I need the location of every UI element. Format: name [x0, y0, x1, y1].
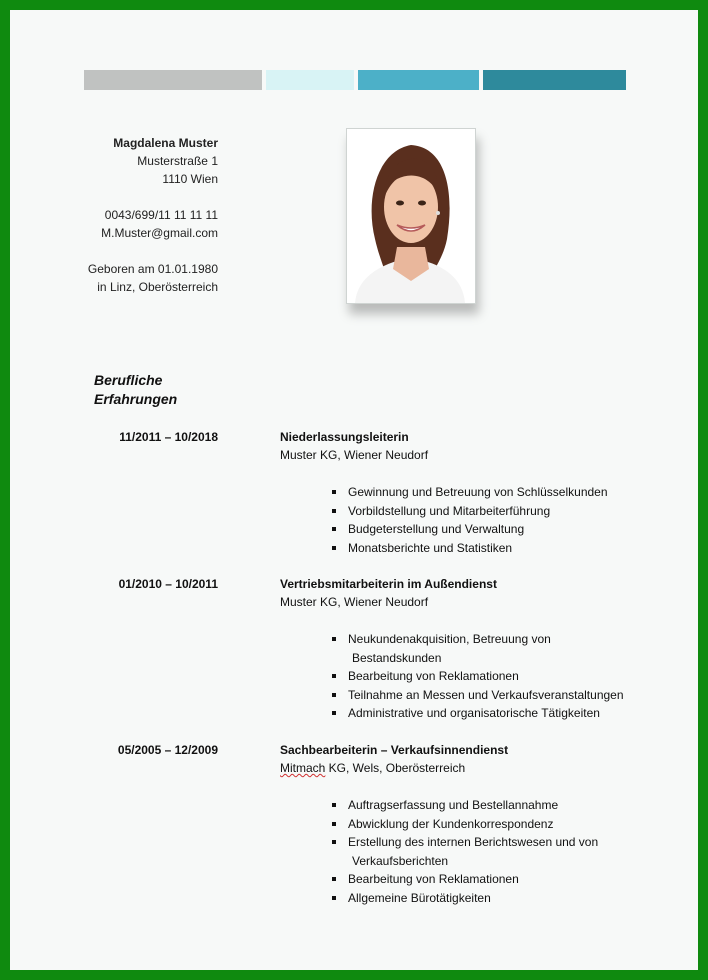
job-bullet-list	[332, 483, 608, 557]
job-company-location: KG, Wels, Oberösterreich	[325, 761, 466, 775]
job-title: Niederlassungsleiterin	[280, 430, 409, 444]
portrait-illustration	[347, 129, 475, 303]
job-title: Sachbearbeiterin – Verkaufsinnendienst	[280, 743, 509, 757]
list-item: Allgemeine Bürotätigkeiten	[332, 889, 598, 908]
contact-phone: 0043/699/11 11 11 11	[104, 208, 218, 222]
list-item-continuation: Verkaufsberichten	[352, 853, 449, 868]
job-date: 05/2005 – 12/2009	[117, 743, 218, 757]
header-bar-cyan	[358, 70, 479, 90]
portrait-photo	[346, 128, 476, 304]
contact-email: M.Muster@gmail.com	[101, 226, 218, 240]
contact-block	[88, 134, 218, 296]
section-heading	[94, 371, 177, 409]
list-item: Neukundenakquisition, Betreuung von	[332, 630, 624, 649]
list-item: Bearbeitung von Reklamationen	[332, 667, 624, 686]
header-bar-teal	[483, 70, 626, 90]
list-item: Auftragserfassung und Bestellannahme	[332, 796, 598, 815]
job-bullet-list	[332, 796, 598, 907]
contact-birth: Geboren am 01.01.1980	[87, 262, 218, 276]
job-company	[280, 761, 465, 775]
job-company: Muster KG, Wiener Neudorf	[280, 448, 429, 462]
job-date: 01/2010 – 10/2011	[118, 577, 218, 591]
job-company-name: Mitmach	[280, 761, 326, 775]
job-bullet-list	[332, 630, 624, 723]
list-item: Budgeterstellung und Verwaltung	[332, 520, 608, 539]
contact-street: Musterstraße 1	[137, 154, 218, 168]
job-title: Vertriebsmitarbeiterin im Außendienst	[280, 577, 497, 591]
list-item: Abwicklung der Kundenkorrespondenz	[332, 815, 598, 834]
list-item: Bearbeitung von Reklamationen	[332, 870, 598, 889]
contact-birthplace: in Linz, Oberösterreich	[97, 280, 218, 294]
list-item: Teilnahme an Messen und Verkaufsveranstaltungen	[332, 686, 624, 705]
list-item: Monatsberichte und Statistiken	[332, 539, 608, 558]
job-date: 11/2011 – 10/2018	[119, 430, 218, 444]
section-heading-line2: Erfahrungen	[94, 391, 178, 407]
document-page	[10, 10, 698, 970]
contact-name: Magdalena Muster	[113, 136, 218, 150]
list-item-continuation: Bestandskunden	[352, 650, 442, 665]
contact-city: 1110 Wien	[162, 172, 218, 186]
list-item: Erstellung des internen Berichtswesen und von	[332, 833, 598, 852]
header-bar-light-cyan	[266, 70, 354, 90]
list-item: Gewinnung und Betreuung von Schlüsselkunden	[332, 483, 608, 502]
job-company: Muster KG, Wiener Neudorf	[280, 595, 429, 609]
section-heading-line1: Berufliche	[94, 372, 163, 388]
list-item: Administrative und organisatorische Tätigkeiten	[332, 704, 624, 723]
list-item: Vorbildstellung und Mitarbeiterführung	[332, 502, 608, 521]
header-bar-gray	[84, 70, 262, 90]
